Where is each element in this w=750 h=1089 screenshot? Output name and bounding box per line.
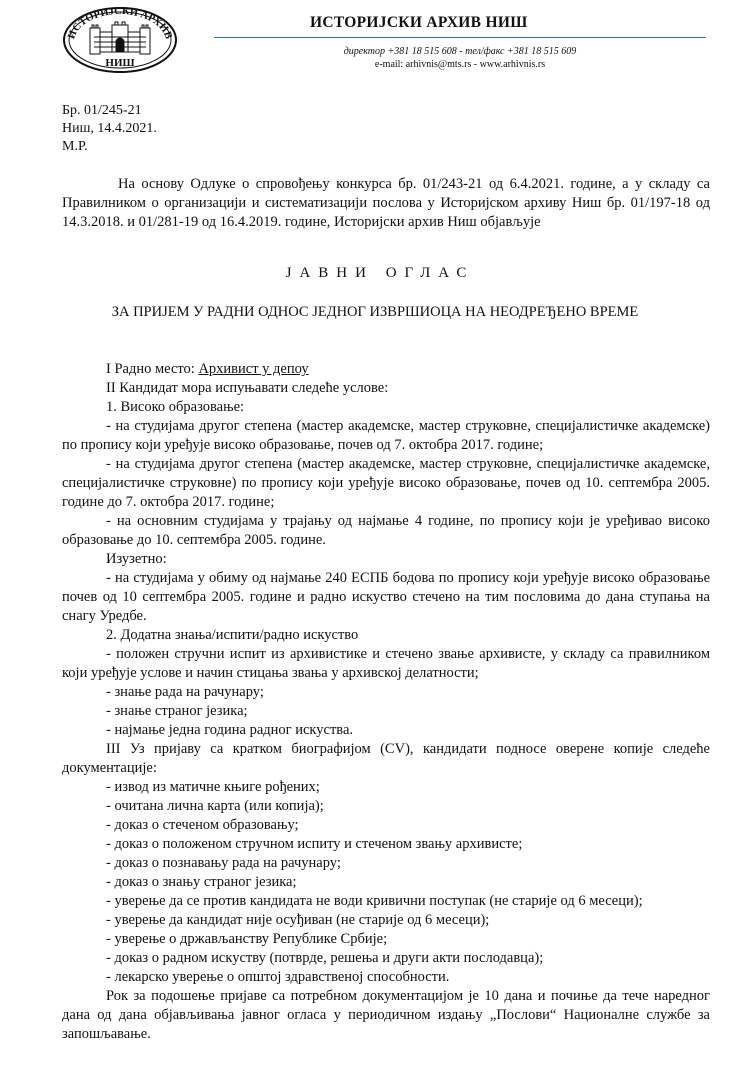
document-number: Бр. 01/245-21 <box>62 103 142 118</box>
document-references <box>62 102 157 156</box>
additional-item: - положен стручни испит из архивистике и стечено звање архивисте, у складу са правилником који уређује услове и начин стицања звања у архивској делатности; <box>62 646 710 681</box>
document-list-item: - очитана лична карта (или копија); <box>106 798 324 814</box>
exception-label: Изузетно: <box>106 551 167 567</box>
additional-item: - знање страног језика; <box>106 703 248 719</box>
document-list-item: - доказ о познавању рада на рачунару; <box>106 855 341 871</box>
position-name: Архивист у депоу <box>198 361 309 377</box>
document-list-item: - уверење да кандидат није осуђиван (не старије од 6 месеци); <box>106 912 490 928</box>
contact-email-web: e-mail: arhivnis@mts.rs - www.arhivnis.rs <box>374 59 546 70</box>
additional-item: - знање рада на рачунару; <box>106 684 264 700</box>
education-item: - на студијама другог степена (мастер академске, мастер струковне, специјалистичке академске, специјалистичке струковне) по пропису који уређује високо образовање, почев од 10. септембра 2005. године до 7. октобра 2017. године; <box>62 456 710 510</box>
archive-logo <box>62 6 178 74</box>
document-list-item: - извод из матичне књиге рођених; <box>106 779 320 795</box>
seal-mark: М.Р. <box>62 139 88 154</box>
additional-item: - најмање једна година радног искуства. <box>106 722 354 738</box>
document-list-item: - лекарско уверење о општој здравственој способности. <box>106 969 450 985</box>
requirement-education: 1. Високо образовање: <box>106 399 245 415</box>
document-body <box>62 360 710 1044</box>
document-list-item: - доказ о стеченом образовању; <box>106 817 299 833</box>
header-divider <box>214 37 706 38</box>
contact-phone: директор +381 18 515 608 - тел/факс +381 18 515 609 <box>343 46 577 57</box>
section-1-label: I Радно место: <box>106 361 199 377</box>
exception-text: - на студијама у обиму од најмање 240 ЕСПБ бодова по пропису који уређује високо образовање почев од 10 септембра 2005. године и радно искуство стечено на тим пословима до дана ступања на снагу Уредбе. <box>62 570 710 624</box>
document-list-item: - доказ о радном искуству (потврде, решења и други акти послодавца); <box>106 950 544 966</box>
requirement-additional: 2. Додатна знања/испити/радно искуство <box>106 627 359 643</box>
document-title: ЈАВНИ ОГЛАС <box>285 265 475 281</box>
archive-name: ИСТОРИЈСКИ АРХИВ НИШ <box>310 14 528 31</box>
document-subtitle: ЗА ПРИЈЕМ У РАДНИ ОДНОС ЈЕДНОГ ИЗВРШИОЦА НА НЕОДРЕЂЕНО ВРЕМЕ <box>111 304 639 320</box>
svg-text:НИШ: НИШ <box>105 57 135 69</box>
archive-seal-icon <box>62 6 178 74</box>
document-list-item: - уверење да се против кандидата не води кривични поступак (не старије од 6 месеци); <box>106 893 643 909</box>
document-list-item: - доказ о знању страног језика; <box>106 874 297 890</box>
section-2-heading: II Кандидат мора испуњавати следеће услове: <box>106 380 389 396</box>
section-1 <box>62 360 710 379</box>
intro-paragraph: На основу Одлуке о спровођењу конкурса бр. 01/243-21 од 6.4.2021. године, а у складу са Правилником о организацији и систематизацији послова у Историјском архиву Ниш бр. 01/197-18 од 14.3.2018. и 01/281-19 од 16.4.2019. године, Историјски архив Ниш објављује <box>62 176 710 230</box>
education-item: - на студијама другог степена (мастер академске, мастер струковне, специјалистичке академске) по пропису који уређује високо образовање, почев од 7. октобра 2017. године; <box>62 418 710 453</box>
document-list-item: - уверење о држављанству Републике Србије; <box>106 931 388 947</box>
section-3-intro: III Уз пријаву са кратком биографијом (CV), кандидати подносе оверене копије следеће документације: <box>62 741 710 776</box>
closing-paragraph: Рок за подошење пријаве са потребном документацијом је 10 дана и почиње да тече наредног дана од дана објављивања јавног огласа у периодичном издању „Послови“ Националне службе за запошљавање. <box>62 988 710 1042</box>
svg-text:ИСТОРИЈСКИ АРХИВ: ИСТОРИЈСКИ АРХИВ <box>66 6 174 41</box>
education-item: - на основним студијама у трајању од најмање 4 године, по пропису који је уређивао високо образовање до 10. септембра 2005. године. <box>62 513 710 548</box>
document-list-item: - доказ о положеном стручном испиту и стеченом звању архивисте; <box>106 836 523 852</box>
place-date: Ниш, 14.4.2021. <box>62 121 157 136</box>
